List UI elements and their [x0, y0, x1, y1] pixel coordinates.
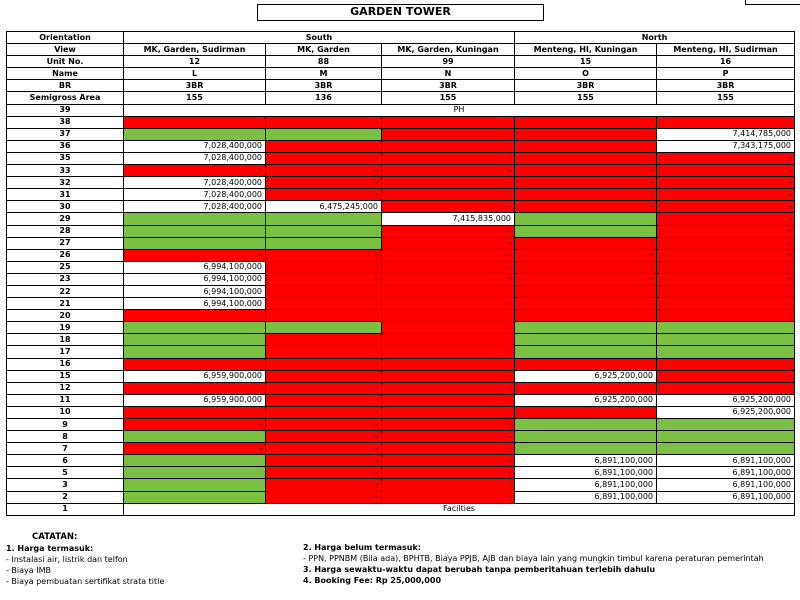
unit-price-cell: - [382, 406, 515, 418]
note-line: - PPN, PPNBM (Bila ada), BPHTB, Biaya PPJB, AJB dan biaya lain yang mungkin timbul karena peraturan pemerintah [303, 554, 764, 563]
header-cell: MK, Garden [266, 44, 382, 56]
unit-price-cell: 7,028,400,000 [124, 140, 266, 152]
floor-row [7, 261, 795, 273]
unit-price-cell: - [124, 382, 266, 394]
unit-price-cell: - [124, 406, 266, 418]
header-cell: N [382, 68, 515, 80]
unit-price-cell: - [382, 116, 515, 128]
unit-price-cell: - [515, 273, 657, 285]
unit-price-cell: - [124, 443, 266, 455]
floor-number: 23 [7, 273, 124, 285]
unit-price-cell [515, 334, 657, 346]
header-cell: MK, Garden, Sudirman [124, 44, 266, 56]
floor-row [7, 394, 795, 406]
header-cell: 88 [266, 56, 382, 68]
unit-price-cell: - [382, 189, 515, 201]
unit-price-cell [266, 225, 382, 237]
unit-price-cell: 6,925,200,000 [515, 370, 657, 382]
header-cell: L [124, 68, 266, 80]
floor-number: 27 [7, 237, 124, 249]
unit-price-cell: - [657, 116, 795, 128]
floor-number: 31 [7, 189, 124, 201]
header-label: BR [7, 80, 124, 92]
header-cell: 3BR [657, 80, 795, 92]
unit-price-cell: - [657, 237, 795, 249]
header-cell: South [124, 32, 515, 44]
unit-price-cell: - [657, 201, 795, 213]
header-cell: O [515, 68, 657, 80]
unit-price-cell [657, 322, 795, 334]
unit-price-cell: - [657, 213, 795, 225]
floor-number: 22 [7, 285, 124, 297]
header-cell: Menteng, HI, Sudirman [657, 44, 795, 56]
unit-price-cell [124, 237, 266, 249]
floor-number: 30 [7, 201, 124, 213]
floor-row [7, 491, 795, 503]
header-cell: 99 [382, 56, 515, 68]
floor-row [7, 152, 795, 164]
corner-mark [745, 0, 800, 5]
unit-price-cell: - [382, 467, 515, 479]
floor-number: 10 [7, 406, 124, 418]
unit-price-cell: 6,925,200,000 [515, 394, 657, 406]
page-title: GARDEN TOWER [257, 4, 544, 21]
floor-number: 15 [7, 370, 124, 382]
unit-price-cell: - [266, 431, 382, 443]
unit-price-cell: 7,028,400,000 [124, 177, 266, 189]
header-label: Unit No. [7, 56, 124, 68]
unit-price-cell: - [515, 298, 657, 310]
unit-price-cell: - [657, 177, 795, 189]
unit-price-cell: - [124, 358, 266, 370]
unit-price-cell: - [266, 479, 382, 491]
floor-number: 18 [7, 334, 124, 346]
unit-price-cell: - [382, 249, 515, 261]
unit-price-cell [124, 128, 266, 140]
floor-row [7, 358, 795, 370]
unit-price-cell [124, 455, 266, 467]
unit-price-cell: - [657, 261, 795, 273]
unit-price-cell: - [266, 140, 382, 152]
unit-price-cell: 6,925,200,000 [657, 406, 795, 418]
unit-price-cell: - [266, 116, 382, 128]
unit-price-cell: - [382, 298, 515, 310]
floor-row [7, 285, 795, 297]
floor-row [7, 237, 795, 249]
header-cell: 136 [266, 92, 382, 104]
notes-section [6, 532, 796, 598]
unit-price-cell: - [382, 358, 515, 370]
unit-price-cell [266, 213, 382, 225]
unit-price-cell: - [382, 177, 515, 189]
unit-price-cell: - [515, 382, 657, 394]
unit-price-cell: 7,415,835,000 [382, 213, 515, 225]
unit-price-cell [657, 419, 795, 431]
floor-row [7, 503, 795, 515]
floor-row [7, 104, 795, 116]
note-line: - Biaya IMB [6, 566, 51, 575]
unit-price-cell: - [266, 285, 382, 297]
unit-price-cell: - [515, 358, 657, 370]
unit-price-cell: - [382, 443, 515, 455]
header-label: Name [7, 68, 124, 80]
unit-price-cell: - [382, 237, 515, 249]
unit-price-cell: - [266, 382, 382, 394]
unit-price-cell: 6,891,100,000 [515, 455, 657, 467]
header-cell: 16 [657, 56, 795, 68]
floor-number: 6 [7, 455, 124, 467]
unit-price-cell: - [266, 165, 382, 177]
note-line: - Instalasi air, listrik dan telfon [6, 555, 128, 564]
unit-price-cell: 6,959,900,000 [124, 370, 266, 382]
header-cell: MK, Garden, Kuningan [382, 44, 515, 56]
unit-price-cell: - [382, 479, 515, 491]
floor-number: 25 [7, 261, 124, 273]
floor-row [7, 213, 795, 225]
unit-price-cell: - [515, 189, 657, 201]
note-line: 1. Harga termasuk: [6, 544, 94, 553]
unit-price-cell: 7,028,400,000 [124, 201, 266, 213]
floor-number: 2 [7, 491, 124, 503]
unit-price-cell: - [515, 116, 657, 128]
floor-row [7, 467, 795, 479]
unit-price-cell: - [515, 201, 657, 213]
header-cell: 15 [515, 56, 657, 68]
unit-price-cell: - [266, 249, 382, 261]
unit-price-cell: - [266, 358, 382, 370]
floor-number: 1 [7, 503, 124, 515]
unit-price-cell: - [382, 382, 515, 394]
floor-row [7, 165, 795, 177]
unit-price-cell [515, 322, 657, 334]
unit-price-cell: - [266, 467, 382, 479]
unit-price-cell: - [657, 285, 795, 297]
floor-number: 29 [7, 213, 124, 225]
unit-price-cell: - [382, 310, 515, 322]
floor-row [7, 249, 795, 261]
floor-row [7, 322, 795, 334]
unit-price-cell: - [657, 298, 795, 310]
floor-number: 32 [7, 177, 124, 189]
header-cell: 3BR [515, 80, 657, 92]
unit-price-cell: - [124, 116, 266, 128]
floor-number: 28 [7, 225, 124, 237]
header-cell: P [657, 68, 795, 80]
unit-price-cell: - [657, 370, 795, 382]
unit-price-cell: - [266, 394, 382, 406]
header-cell: 155 [382, 92, 515, 104]
floor-number: 39 [7, 104, 124, 116]
floor-number: 33 [7, 165, 124, 177]
unit-price-cell [657, 431, 795, 443]
unit-price-cell [515, 213, 657, 225]
unit-price-cell [515, 346, 657, 358]
header-row [7, 32, 795, 44]
header-cell: 12 [124, 56, 266, 68]
unit-price-cell: - [266, 261, 382, 273]
unit-price-cell: - [266, 419, 382, 431]
unit-price-cell: - [382, 394, 515, 406]
unit-price-cell [124, 346, 266, 358]
notes-right-column [303, 542, 793, 586]
unit-price-cell [124, 479, 266, 491]
unit-price-cell: - [657, 225, 795, 237]
notes-heading: CATATAN: [32, 532, 78, 542]
unit-price-cell [515, 225, 657, 237]
header-row [7, 44, 795, 56]
unit-price-cell: 6,891,100,000 [657, 491, 795, 503]
notes-left-column [6, 532, 296, 587]
header-label: Orientation [7, 32, 124, 44]
unit-price-cell [124, 431, 266, 443]
unit-price-cell [124, 225, 266, 237]
unit-price-cell: 7,343,175,000 [657, 140, 795, 152]
unit-price-cell: 7,414,785,000 [657, 128, 795, 140]
unit-price-cell: - [515, 310, 657, 322]
unit-price-cell: - [266, 298, 382, 310]
header-cell: 3BR [382, 80, 515, 92]
unit-price-cell: - [382, 225, 515, 237]
floor-number: 3 [7, 479, 124, 491]
unit-price-cell: - [124, 165, 266, 177]
floor-number: 37 [7, 128, 124, 140]
unit-price-cell: 6,475,245,000 [266, 201, 382, 213]
unit-price-cell: - [266, 346, 382, 358]
unit-price-cell: 7,028,400,000 [124, 152, 266, 164]
floor-number: 35 [7, 152, 124, 164]
floor-row [7, 273, 795, 285]
unit-price-cell [515, 431, 657, 443]
floor-number: 7 [7, 443, 124, 455]
floor-row [7, 298, 795, 310]
unit-price-cell: - [657, 273, 795, 285]
unit-price-cell: - [266, 334, 382, 346]
floor-row [7, 431, 795, 443]
header-row [7, 56, 795, 68]
unit-price-cell: - [382, 346, 515, 358]
unit-price-cell: - [124, 419, 266, 431]
unit-price-cell [266, 237, 382, 249]
unit-price-cell: - [382, 455, 515, 467]
unit-price-cell: - [515, 406, 657, 418]
header-label: Semigross Area [7, 92, 124, 104]
unit-price-cell: - [266, 177, 382, 189]
floor-number: 8 [7, 431, 124, 443]
floor-number: 38 [7, 116, 124, 128]
unit-price-cell: - [382, 285, 515, 297]
floor-row [7, 310, 795, 322]
unit-price-cell: - [382, 201, 515, 213]
unit-price-cell: - [266, 455, 382, 467]
unit-price-cell [657, 346, 795, 358]
header-cell: North [515, 32, 795, 44]
unit-price-cell [124, 334, 266, 346]
floor-row [7, 189, 795, 201]
note-line: 3. Harga sewaktu-waktu dapat berubah tanpa pemberitahuan terlebih dahulu [303, 565, 656, 574]
unit-price-cell: - [657, 249, 795, 261]
unit-price-cell: - [382, 322, 515, 334]
unit-price-cell: - [382, 491, 515, 503]
unit-price-cell [515, 419, 657, 431]
unit-price-cell [124, 491, 266, 503]
note-line: 4. Booking Fee: Rp 25,000,000 [303, 576, 442, 585]
unit-price-cell: - [657, 382, 795, 394]
header-label: View [7, 44, 124, 56]
unit-price-cell: - [515, 285, 657, 297]
unit-price-cell: - [515, 128, 657, 140]
floor-number: 11 [7, 394, 124, 406]
floor-row [7, 140, 795, 152]
unit-price-cell: - [382, 261, 515, 273]
floor-number: 21 [7, 298, 124, 310]
unit-price-cell: 6,891,100,000 [515, 479, 657, 491]
floor-number: 20 [7, 310, 124, 322]
unit-price-cell: - [515, 261, 657, 273]
unit-price-cell: - [515, 165, 657, 177]
unit-price-cell: - [382, 273, 515, 285]
price-table [6, 31, 795, 516]
unit-price-cell: - [382, 419, 515, 431]
unit-price-cell: - [382, 140, 515, 152]
floor-number: 5 [7, 467, 124, 479]
unit-price-cell: - [266, 273, 382, 285]
header-cell: 155 [124, 92, 266, 104]
unit-price-cell: 7,028,400,000 [124, 189, 266, 201]
unit-price-cell [124, 322, 266, 334]
unit-price-cell: 6,891,100,000 [657, 479, 795, 491]
unit-price-cell [515, 443, 657, 455]
floor-row [7, 370, 795, 382]
unit-price-cell: - [515, 249, 657, 261]
note-line: 2. Harga belum termasuk: [303, 543, 421, 552]
unit-price-cell: - [382, 370, 515, 382]
floor-row [7, 128, 795, 140]
floor-number: 16 [7, 358, 124, 370]
unit-price-cell [657, 443, 795, 455]
unit-price-cell: - [657, 358, 795, 370]
floor-row [7, 455, 795, 467]
floor-number: 17 [7, 346, 124, 358]
header-cell: M [266, 68, 382, 80]
unit-price-cell: 6,994,100,000 [124, 261, 266, 273]
unit-price-cell [266, 128, 382, 140]
unit-price-cell: - [382, 431, 515, 443]
floor-row [7, 346, 795, 358]
unit-price-cell: - [266, 189, 382, 201]
floor-row [7, 116, 795, 128]
unit-price-cell: - [266, 310, 382, 322]
unit-price-cell [657, 334, 795, 346]
unit-price-cell: 6,994,100,000 [124, 298, 266, 310]
floor-number: 36 [7, 140, 124, 152]
unit-price-cell: 6,994,100,000 [124, 285, 266, 297]
floor-number: 9 [7, 419, 124, 431]
unit-price-cell [124, 467, 266, 479]
unit-price-cell: - [124, 310, 266, 322]
unit-price-cell: - [382, 128, 515, 140]
unit-price-cell: - [382, 165, 515, 177]
unit-price-cell: - [515, 237, 657, 249]
floor-row [7, 419, 795, 431]
unit-price-cell [266, 322, 382, 334]
unit-price-cell: 6,925,200,000 [657, 394, 795, 406]
unit-price-cell: - [382, 152, 515, 164]
floor-row [7, 177, 795, 189]
unit-price-cell: - [266, 370, 382, 382]
floor-note: PH [124, 104, 795, 116]
unit-price-cell: - [515, 152, 657, 164]
unit-price-cell: 6,959,900,000 [124, 394, 266, 406]
unit-price-cell: 6,891,100,000 [515, 491, 657, 503]
unit-price-cell: 6,891,100,000 [657, 455, 795, 467]
floor-row [7, 225, 795, 237]
unit-price-cell: 6,994,100,000 [124, 273, 266, 285]
unit-price-cell: - [657, 310, 795, 322]
unit-price-cell: - [657, 152, 795, 164]
unit-price-cell [124, 213, 266, 225]
floor-row [7, 334, 795, 346]
unit-price-cell: - [266, 152, 382, 164]
unit-price-cell: - [515, 140, 657, 152]
unit-price-cell: - [657, 165, 795, 177]
floor-row [7, 479, 795, 491]
header-cell: 155 [515, 92, 657, 104]
floor-number: 19 [7, 322, 124, 334]
floor-number: 12 [7, 382, 124, 394]
unit-price-cell: - [124, 249, 266, 261]
unit-price-cell: - [266, 406, 382, 418]
header-cell: 3BR [124, 80, 266, 92]
header-row [7, 92, 795, 104]
floor-row [7, 443, 795, 455]
unit-price-cell: - [515, 177, 657, 189]
unit-price-cell: 6,891,100,000 [515, 467, 657, 479]
unit-price-cell: - [657, 189, 795, 201]
floor-row [7, 382, 795, 394]
floor-number: 26 [7, 249, 124, 261]
header-row [7, 68, 795, 80]
unit-price-cell: 6,891,100,000 [657, 467, 795, 479]
floor-row [7, 406, 795, 418]
header-row [7, 80, 795, 92]
floor-note: Facilties [124, 503, 795, 515]
unit-price-cell: - [382, 334, 515, 346]
header-cell: 155 [657, 92, 795, 104]
unit-price-cell: - [266, 443, 382, 455]
note-line: - Biaya pembuatan sertifikat strata title [6, 577, 165, 586]
unit-price-cell: - [266, 491, 382, 503]
header-cell: 3BR [266, 80, 382, 92]
floor-row [7, 201, 795, 213]
header-cell: Menteng, HI, Kuningan [515, 44, 657, 56]
